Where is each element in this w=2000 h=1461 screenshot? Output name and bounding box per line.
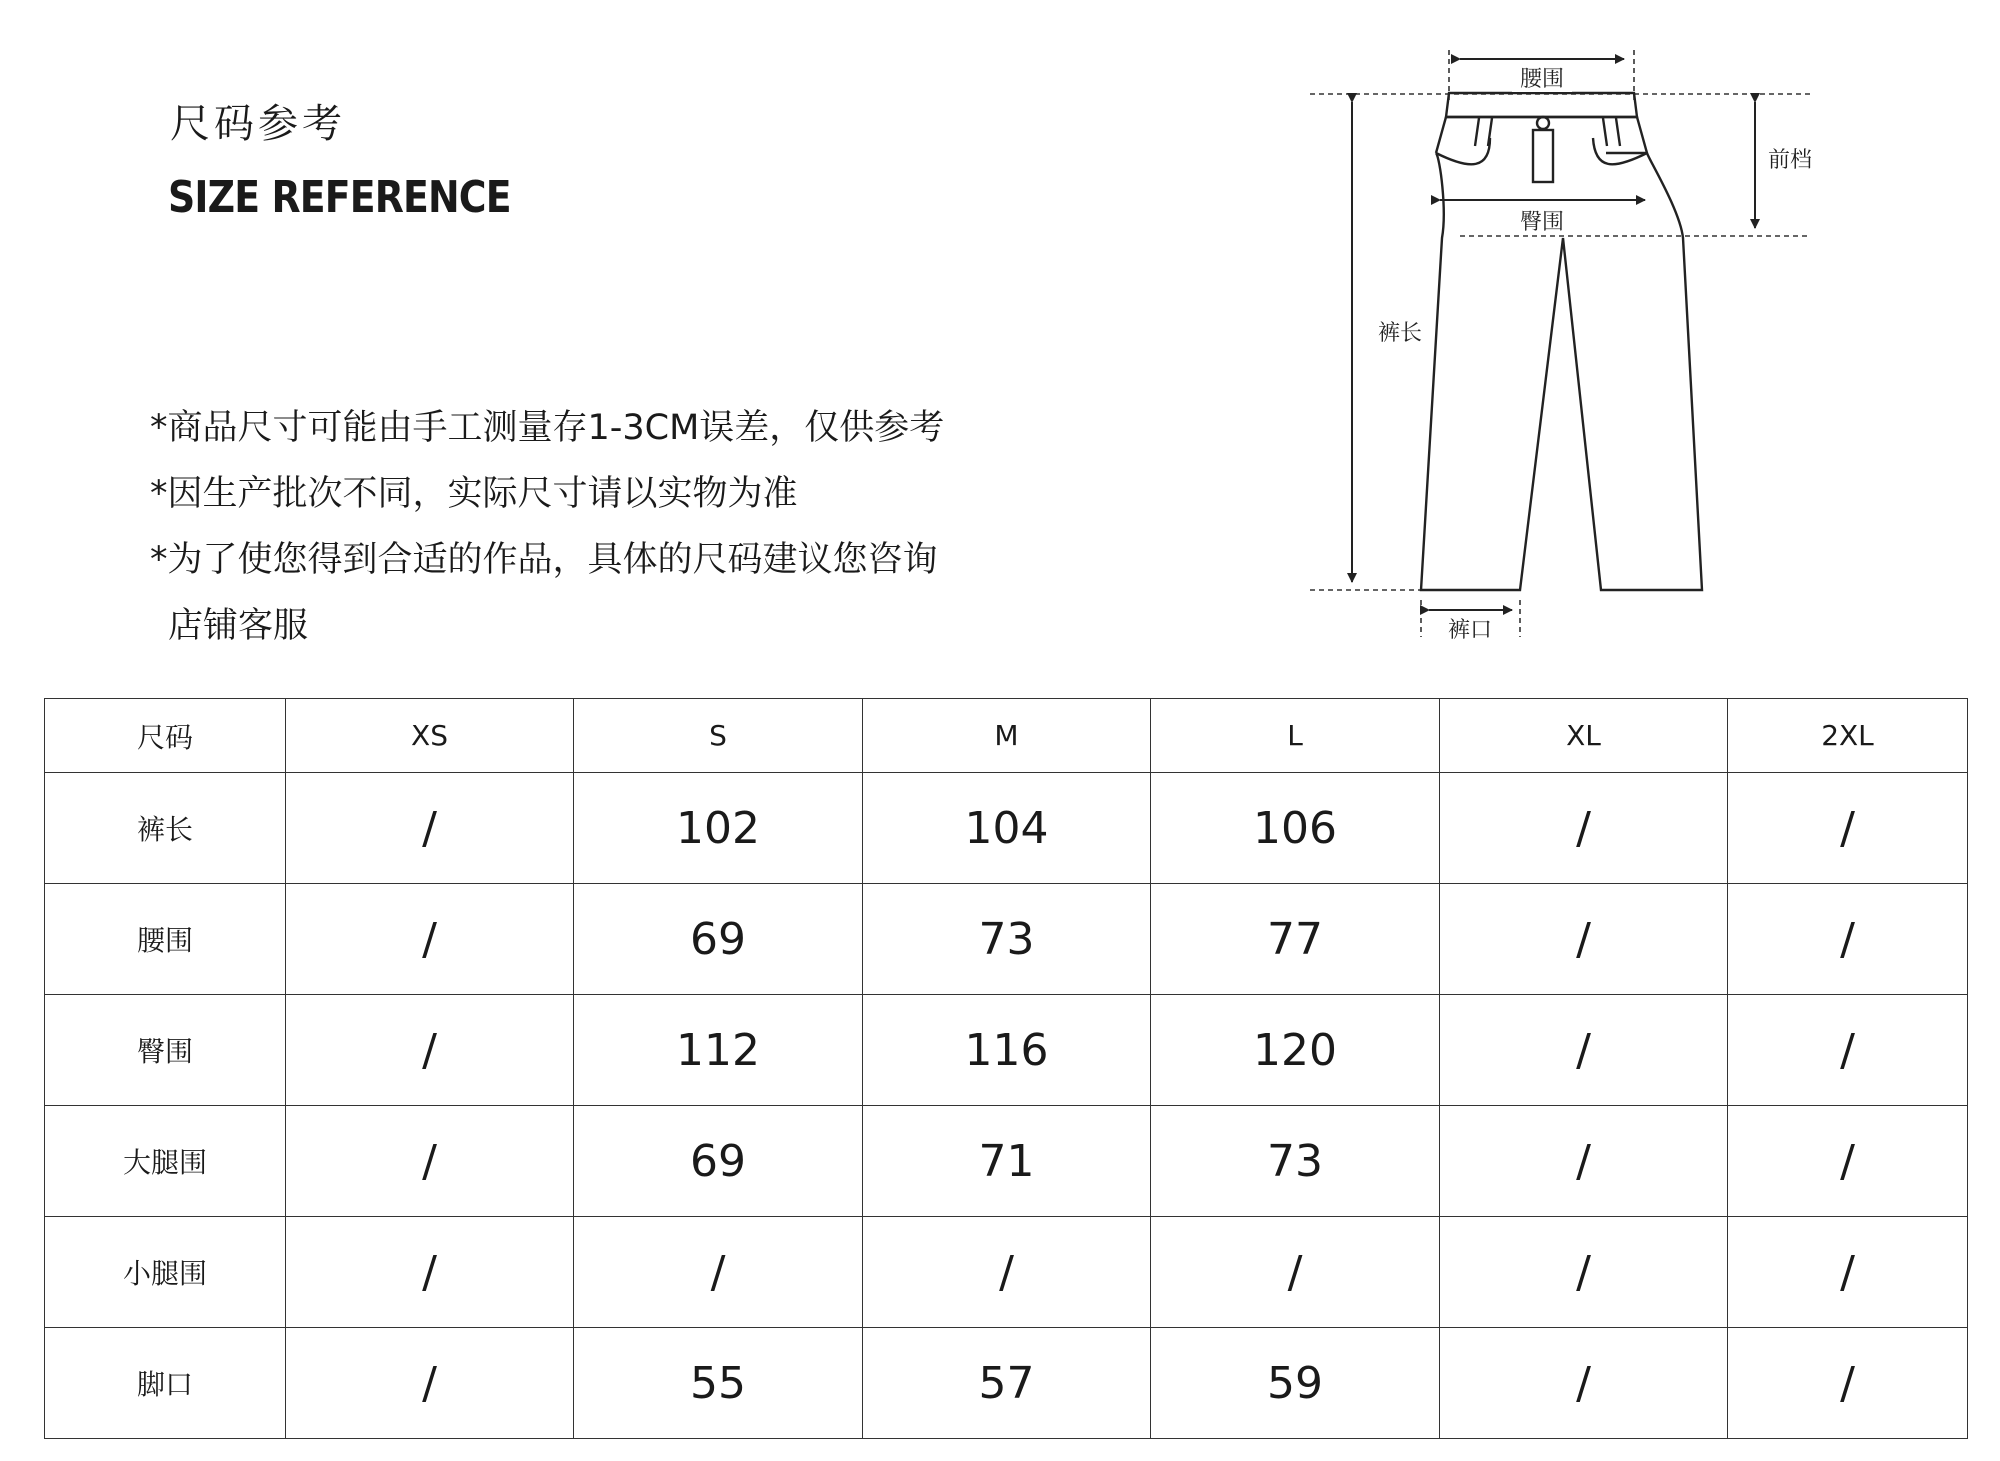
table-cell: /	[1440, 1217, 1728, 1328]
table-header-row	[45, 699, 1968, 773]
table-row	[45, 773, 1968, 884]
pants-outline	[1421, 93, 1702, 590]
table-cell: 71	[863, 1106, 1151, 1217]
note-measurement-error: *商品尺寸可能由手工测量存1-3CM误差，仅供参考	[150, 408, 945, 448]
pants-diagram-svg	[1290, 40, 1830, 650]
table-cell: /	[286, 995, 574, 1106]
table-cell: 104	[863, 773, 1151, 884]
note-consult-service: *为了使您得到合适的作品，具体的尺码建议您咨询	[150, 540, 938, 580]
table-cell: /	[574, 1217, 863, 1328]
row-label: 裤长	[45, 773, 286, 884]
note-consult-service-cont: 店铺客服	[168, 606, 309, 646]
table-cell: 59	[1151, 1328, 1440, 1439]
table-cell: /	[1728, 1106, 1968, 1217]
table-cell: 57	[863, 1328, 1151, 1439]
table-cell: 69	[574, 884, 863, 995]
label-waist: 腰围	[1519, 67, 1565, 92]
row-label: 腰围	[45, 884, 286, 995]
label-length: 裤长	[1377, 321, 1423, 346]
table-cell: /	[1728, 1328, 1968, 1439]
table-cell: 73	[863, 884, 1151, 995]
note-batch-difference: *因生产批次不同，实际尺寸请以实物为准	[150, 474, 798, 514]
title-chinese: 尺码参考	[170, 101, 346, 147]
table-cell: /	[1728, 1217, 1968, 1328]
table-row	[45, 995, 1968, 1106]
header-cell-l: L	[1151, 699, 1440, 773]
header-cell-m: M	[863, 699, 1151, 773]
row-label: 脚口	[45, 1328, 286, 1439]
size-table	[44, 698, 1968, 1439]
table-cell: /	[1151, 1217, 1440, 1328]
table-cell: /	[286, 773, 574, 884]
table-cell: /	[1728, 995, 1968, 1106]
table-cell: /	[1440, 1328, 1728, 1439]
table-cell: 77	[1151, 884, 1440, 995]
table-cell: /	[1728, 773, 1968, 884]
header-cell-xl: XL	[1440, 699, 1728, 773]
title-english: SIZE REFERENCE	[168, 172, 511, 223]
label-hip: 臀围	[1519, 210, 1565, 235]
header-cell-s: S	[574, 699, 863, 773]
notes-block	[150, 395, 944, 659]
table-cell: /	[286, 1217, 574, 1328]
table-cell: 55	[574, 1328, 863, 1439]
table-cell: 102	[574, 773, 863, 884]
header-cell-size: 尺码	[45, 699, 286, 773]
label-front-rise: 前档	[1767, 148, 1813, 173]
label-hem: 裤口	[1447, 618, 1493, 643]
table-cell: /	[863, 1217, 1151, 1328]
header-cell-xs: XS	[286, 699, 574, 773]
table-cell: /	[1728, 884, 1968, 995]
table-row	[45, 1217, 1968, 1328]
table-cell: 120	[1151, 995, 1440, 1106]
table-cell: /	[1440, 1106, 1728, 1217]
table-row	[45, 1328, 1968, 1439]
header-cell-2xl: 2XL	[1728, 699, 1968, 773]
table-cell: 106	[1151, 773, 1440, 884]
table-cell: 69	[574, 1106, 863, 1217]
table-cell: /	[1440, 995, 1728, 1106]
table-cell: /	[1440, 773, 1728, 884]
row-label: 臀围	[45, 995, 286, 1106]
table-cell: 73	[1151, 1106, 1440, 1217]
table-cell: /	[1440, 884, 1728, 995]
pants-diagram	[1290, 40, 1830, 650]
table-row	[45, 1106, 1968, 1217]
table-cell: 112	[574, 995, 863, 1106]
row-label: 小腿围	[45, 1217, 286, 1328]
row-label: 大腿围	[45, 1106, 286, 1217]
table-cell: /	[286, 1328, 574, 1439]
table-cell: /	[286, 1106, 574, 1217]
table-row	[45, 884, 1968, 995]
table-cell: 116	[863, 995, 1151, 1106]
table-cell: /	[286, 884, 574, 995]
